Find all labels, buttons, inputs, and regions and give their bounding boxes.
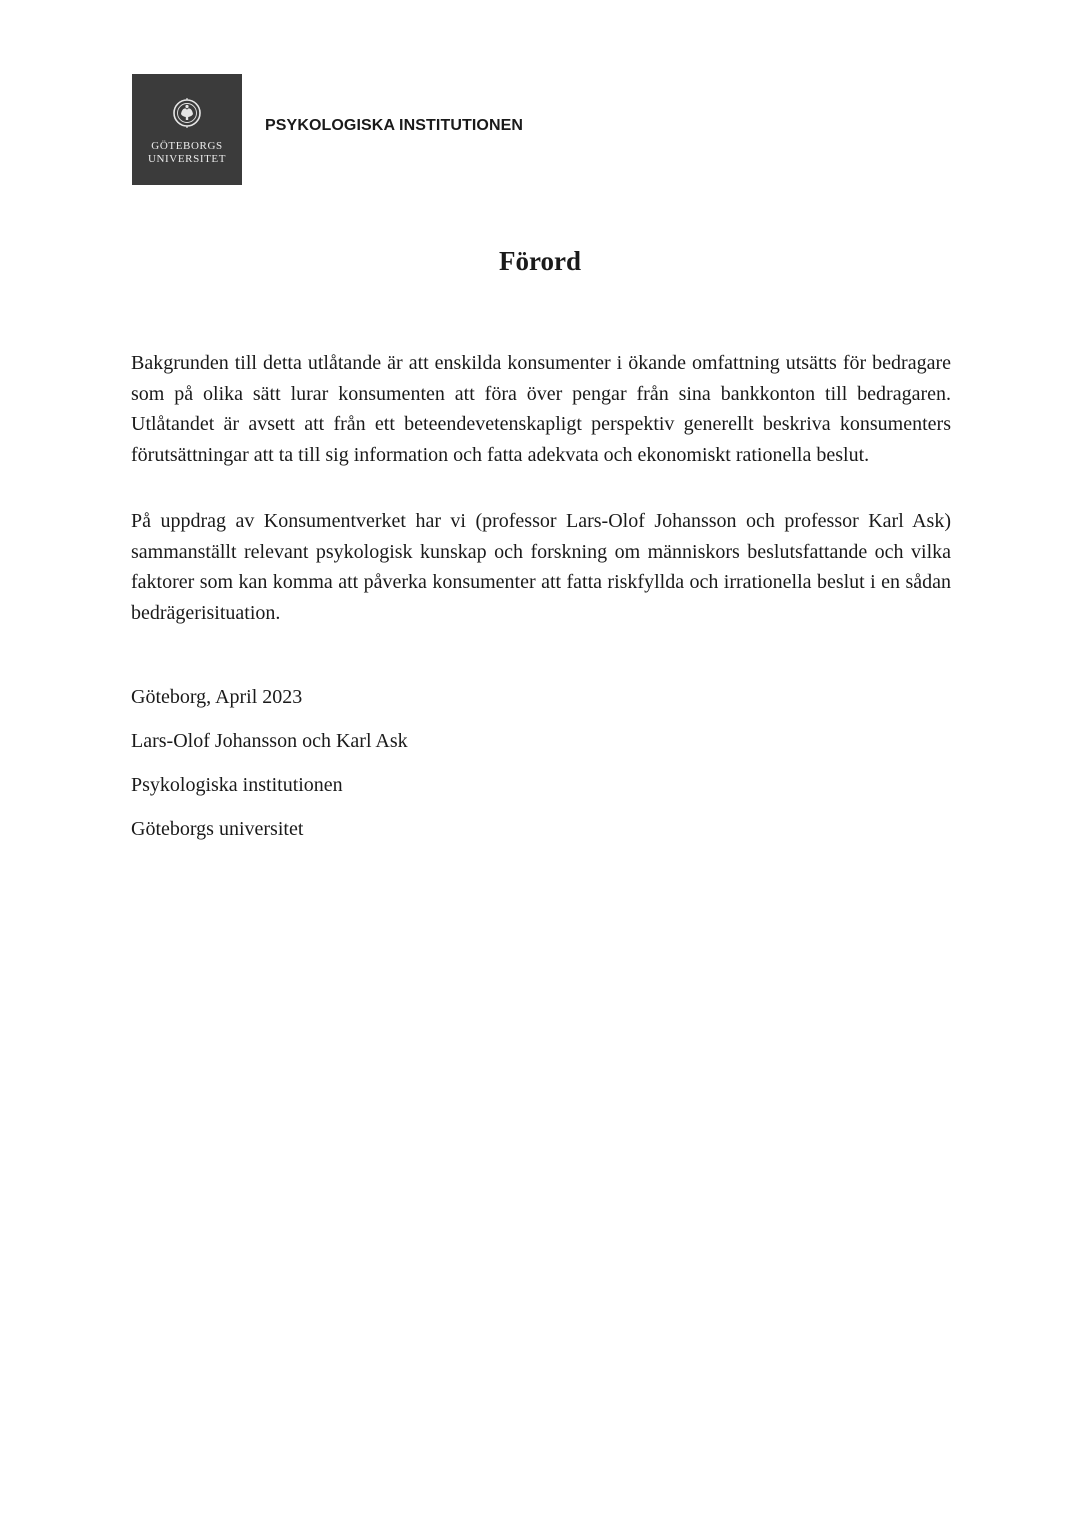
university-logo (132, 74, 242, 185)
paragraph-2: På uppdrag av Konsumentverket har vi (professor Lars-Olof Johansson och professor Karl Ask) sammanställt relevant psykologisk kunskap och forskning om människors beslutsfattande och vilka faktorer som kan komma att påverka konsumenter att fatta riskfyllda och irrationella beslut i en sådan bedrägerisituation. (131, 510, 951, 624)
university-seal-icon (172, 96, 202, 130)
department-heading: PSYKOLOGISKA INSTITUTIONEN (265, 117, 524, 134)
signature-authors: Lars-Olof Johansson och Karl Ask (131, 730, 408, 752)
page-title: Förord (499, 246, 581, 276)
signature-university: Göteborgs universitet (131, 818, 304, 840)
paragraph-1: Bakgrunden till detta utlåtande är att enskilda konsumenter i ökande omfattning utsätts för bedragare som på olika sätt lurar konsumenten att föra över pengar från sina bankkonton till bedragaren. Utlåtandet är avsett att från ett beteendevetenskapligt perspektiv generellt beskriva konsumenters förutsättningar att ta till sig information och fatta adekvata och ekonomiskt rationella beslut. (131, 352, 951, 466)
logo-text-line2: UNIVERSITET (147, 153, 227, 165)
logo-text-line1: GÖTEBORGS (151, 140, 223, 152)
signature-department: Psykologiska institutionen (131, 774, 343, 796)
signature-place-date: Göteborg, April 2023 (131, 686, 303, 708)
